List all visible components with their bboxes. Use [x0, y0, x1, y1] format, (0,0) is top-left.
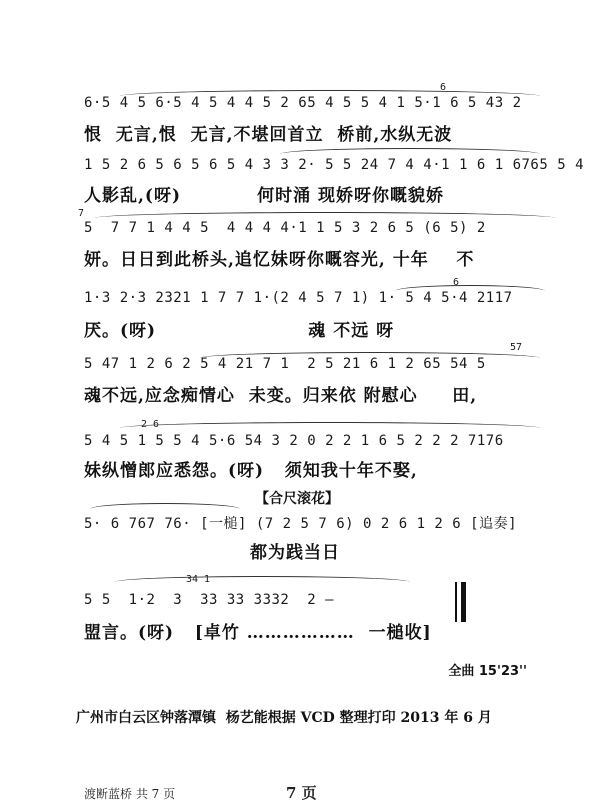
- slur: [280, 148, 540, 154]
- notation-line-6: 5 4 5 1 5 5 4 5·6 54 3 2 0 2 2 1 6 5 2 2 2 7176: [84, 433, 504, 449]
- grace-note: 7: [78, 208, 85, 219]
- grace-note: 57: [510, 342, 523, 353]
- notation-line-8: 5 5 1·2 3 33 33 3332 2 —: [84, 592, 335, 608]
- lyric-line-4: 厌。(呀) 魂 不远 呀: [84, 321, 395, 341]
- lyric-line-6: 妹纵憎郎应悉怨。(呀) 须知我十年不娶,: [84, 461, 418, 481]
- lyric-line-8: 盟言。(呀) [卓竹 ……………… 一槌收]: [84, 623, 432, 643]
- credit-line: 广州市白云区钟落潭镇 杨艺能根据 VCD 整理打印 2013 年 6 月: [76, 710, 492, 726]
- slur: [120, 422, 540, 428]
- notation-line-2: 1 5 2 6 5 6 5 6 5 4 3 3 2· 5 5 24 7 4 4·1 1 6 1 6765 5 4: [84, 157, 585, 173]
- notation-line-1: 6·5 4 5 6·5 4 5 4 4 5 2 65 4 5 5 4 1 5·1 6 5 43 2: [84, 95, 522, 111]
- lyric-line-5: 魂不远,应念痴情心 未变。归来依 附慰心 田,: [84, 386, 478, 406]
- notation-line-5: 5 47 1 2 6 2 5 4 21 7 1 2 5 21 6 1 2 65 54 5: [84, 356, 486, 372]
- slur: [115, 576, 410, 582]
- grace-note: 2 6: [141, 419, 160, 430]
- notation-line-3: 5 7 7 1 4 4 5 4 4 4 4·1 1 5 3 2 6 5 (6 5) 2: [84, 220, 486, 236]
- final-barline-thin: [455, 582, 457, 622]
- lyric-line-1: 恨 无言,恨 无言,不堪回首立 桥前,水纵无波: [84, 125, 453, 145]
- grace-note: 34 1: [186, 574, 211, 585]
- footer-title: 渡断蓝桥 共 7 页: [84, 787, 176, 801]
- notation-line-7: 5· 6 767 76· [一槌] (7 2 5 7 6) 0 2 6 1 2 6 [追奏]: [84, 516, 518, 532]
- lyric-line-2: 人影乱,(呀) 何时涌 现娇呀你嘅貌娇: [84, 186, 445, 206]
- grace-note: 6: [440, 82, 447, 93]
- grace-note: 6: [453, 277, 460, 288]
- final-barline-thick: [461, 582, 466, 622]
- slur: [90, 503, 240, 509]
- lyric-line-3: 妍。日日到此桥头,追忆妹呀你嘅容光, 十年 不: [84, 250, 475, 270]
- slur: [95, 212, 555, 218]
- section-label: 【合尺滚花】: [255, 491, 339, 507]
- notation-line-4: 1·3 2·3 2321 1 7 7 1·(2 4 5 7 1) 1· 5 4 5·4 2117: [84, 290, 513, 306]
- page-number: 7 页: [286, 784, 317, 802]
- lyric-line-7: 都为践当日: [84, 543, 341, 563]
- total-duration: 全曲 15'23'': [448, 664, 527, 679]
